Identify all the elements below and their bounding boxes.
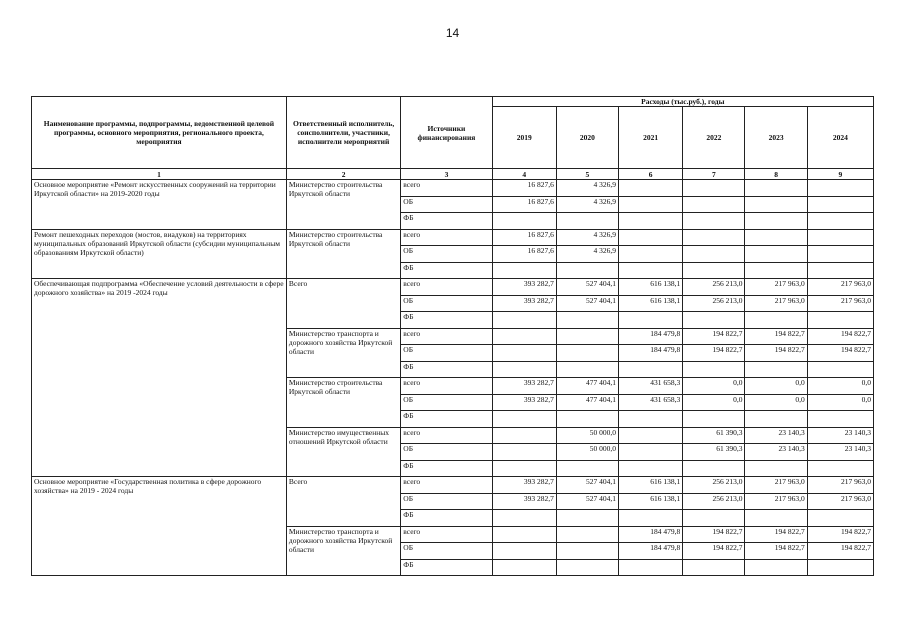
expense-value-cell: 217 963,0 (745, 477, 807, 494)
funding-source-cell: ОБ (401, 246, 492, 263)
expense-value-cell (683, 196, 745, 213)
expense-value-cell: 0,0 (683, 394, 745, 411)
column-number: 6 (619, 169, 683, 180)
table-row (32, 180, 874, 197)
executor-cell: Всего (286, 477, 400, 527)
expense-value-cell: 184 479,8 (619, 345, 683, 362)
expense-value-cell (492, 543, 556, 560)
expense-value-cell (556, 361, 618, 378)
expense-value-cell (492, 312, 556, 329)
expense-value-cell: 527 404,1 (556, 279, 618, 296)
expense-value-cell (683, 411, 745, 428)
column-number: 8 (745, 169, 807, 180)
expense-value-cell: 194 822,7 (745, 543, 807, 560)
expense-value-cell: 16 827,6 (492, 229, 556, 246)
expense-value-cell (683, 312, 745, 329)
funding-source-cell: ФБ (401, 510, 492, 527)
expense-value-cell (492, 427, 556, 444)
expense-value-cell (683, 510, 745, 527)
expense-value-cell (492, 328, 556, 345)
expense-value-cell: 527 404,1 (556, 477, 618, 494)
expense-value-cell: 527 404,1 (556, 493, 618, 510)
expense-value-cell: 0,0 (807, 394, 873, 411)
expense-value-cell: 194 822,7 (683, 345, 745, 362)
program-name-cell: Основное мероприятие «Ремонт искусственных сооружений на территории Иркутской области» на 2019-2020 годы (32, 180, 287, 230)
column-number: 4 (492, 169, 556, 180)
expense-value-cell: 0,0 (683, 378, 745, 395)
expense-value-cell (683, 229, 745, 246)
expense-value-cell: 4 326,9 (556, 196, 618, 213)
expense-value-cell (619, 361, 683, 378)
expense-value-cell (492, 262, 556, 279)
funding-source-cell: ФБ (401, 559, 492, 576)
expense-value-cell (683, 460, 745, 477)
expense-value-cell (807, 180, 873, 197)
expense-value-cell: 256 213,0 (683, 477, 745, 494)
expense-value-cell: 393 282,7 (492, 394, 556, 411)
expense-value-cell (807, 411, 873, 428)
table-row (32, 279, 874, 296)
expense-value-cell: 0,0 (807, 378, 873, 395)
expense-value-cell (492, 526, 556, 543)
funding-source-cell: всего (401, 229, 492, 246)
program-name-cell: Ремонт пешеходных переходов (мостов, виадуков) на территориях муниципальных образований Иркутской области (субсидии муниципальным образованиям Иркутской области) (32, 229, 287, 279)
expense-value-cell: 431 658,3 (619, 394, 683, 411)
header-expenses: Расходы (тыс.руб.), годы (492, 97, 873, 107)
expense-value-cell: 184 479,8 (619, 526, 683, 543)
expense-value-cell: 194 822,7 (807, 328, 873, 345)
header-year: 2022 (683, 107, 745, 169)
expense-value-cell: 431 658,3 (619, 378, 683, 395)
expense-value-cell (556, 411, 618, 428)
header-year: 2019 (492, 107, 556, 169)
expense-value-cell (745, 196, 807, 213)
expense-value-cell: 616 138,1 (619, 295, 683, 312)
expense-value-cell: 61 390,3 (683, 444, 745, 461)
expense-value-cell (619, 510, 683, 527)
expense-value-cell (807, 262, 873, 279)
expense-value-cell (556, 559, 618, 576)
expense-value-cell (745, 510, 807, 527)
expense-value-cell (619, 444, 683, 461)
expense-value-cell (683, 361, 745, 378)
expense-value-cell: 184 479,8 (619, 328, 683, 345)
expense-value-cell: 0,0 (745, 378, 807, 395)
expense-value-cell: 194 822,7 (745, 328, 807, 345)
expense-value-cell: 194 822,7 (807, 526, 873, 543)
expense-value-cell (619, 229, 683, 246)
funding-source-cell: всего (401, 378, 492, 395)
column-number: 9 (807, 169, 873, 180)
expense-value-cell (745, 411, 807, 428)
column-number: 1 (32, 169, 287, 180)
expense-value-cell (492, 444, 556, 461)
expense-value-cell (492, 361, 556, 378)
header-year: 2023 (745, 107, 807, 169)
funding-source-cell: ФБ (401, 312, 492, 329)
expense-value-cell (492, 510, 556, 527)
expense-value-cell (492, 559, 556, 576)
column-number: 7 (683, 169, 745, 180)
expense-value-cell: 194 822,7 (807, 345, 873, 362)
expense-value-cell: 16 827,6 (492, 180, 556, 197)
expense-value-cell: 184 479,8 (619, 543, 683, 560)
expense-value-cell (619, 262, 683, 279)
executor-cell: Министерство строительства Иркутской области (286, 180, 400, 230)
funding-source-cell: ФБ (401, 460, 492, 477)
expense-value-cell: 477 404,1 (556, 378, 618, 395)
expense-value-cell: 217 963,0 (807, 477, 873, 494)
expense-value-cell: 217 963,0 (745, 295, 807, 312)
column-number: 3 (401, 169, 492, 180)
budget-table (31, 96, 874, 576)
expense-value-cell: 16 827,6 (492, 246, 556, 263)
expense-value-cell (556, 328, 618, 345)
expense-value-cell: 616 138,1 (619, 477, 683, 494)
expense-value-cell (556, 510, 618, 527)
funding-source-cell: всего (401, 279, 492, 296)
expense-value-cell (556, 262, 618, 279)
header-name: Наименование программы, подпрограммы, ведомственной целевой программы, основного мероприятия, регионального проекта, мероприятия (32, 97, 287, 169)
expense-value-cell (807, 460, 873, 477)
expense-value-cell (492, 411, 556, 428)
funding-source-cell: ФБ (401, 213, 492, 230)
table-row (32, 477, 874, 494)
executor-cell: Министерство транспорта и дорожного хозяйства Иркутской области (286, 328, 400, 378)
executor-cell: Министерство строительства Иркутской области (286, 378, 400, 428)
expense-value-cell: 4 326,9 (556, 180, 618, 197)
expense-value-cell (745, 361, 807, 378)
funding-source-cell: всего (401, 427, 492, 444)
expense-value-cell: 0,0 (745, 394, 807, 411)
expense-value-cell (745, 246, 807, 263)
expense-value-cell (807, 246, 873, 263)
expense-value-cell: 217 963,0 (807, 493, 873, 510)
expense-value-cell (619, 180, 683, 197)
expense-value-cell (745, 213, 807, 230)
funding-source-cell: всего (401, 526, 492, 543)
expense-value-cell: 23 140,3 (745, 444, 807, 461)
expense-value-cell: 194 822,7 (807, 543, 873, 560)
expense-value-cell: 477 404,1 (556, 394, 618, 411)
expense-value-cell: 61 390,3 (683, 427, 745, 444)
table-row (32, 229, 874, 246)
funding-source-cell: ОБ (401, 295, 492, 312)
funding-source-cell: всего (401, 328, 492, 345)
funding-source-cell: ОБ (401, 196, 492, 213)
expense-value-cell (807, 312, 873, 329)
funding-source-cell: ОБ (401, 543, 492, 560)
expense-value-cell: 256 213,0 (683, 295, 745, 312)
expense-value-cell: 23 140,3 (745, 427, 807, 444)
funding-source-cell: ОБ (401, 444, 492, 461)
expense-value-cell (807, 229, 873, 246)
expense-value-cell: 217 963,0 (745, 493, 807, 510)
expense-value-cell: 16 827,6 (492, 196, 556, 213)
expense-value-cell: 194 822,7 (683, 526, 745, 543)
funding-source-cell: всего (401, 477, 492, 494)
funding-source-cell: ФБ (401, 361, 492, 378)
expense-value-cell: 256 213,0 (683, 493, 745, 510)
expense-value-cell (619, 213, 683, 230)
expense-value-cell: 194 822,7 (745, 526, 807, 543)
funding-source-cell: ОБ (401, 493, 492, 510)
expense-value-cell (745, 180, 807, 197)
expense-value-cell (745, 312, 807, 329)
expense-value-cell (556, 526, 618, 543)
expense-value-cell: 194 822,7 (683, 328, 745, 345)
expense-value-cell (619, 427, 683, 444)
program-name-cell: Основное мероприятие «Государственная политика в сфере дорожного хозяйства» на 2019 - 2024 годы (32, 477, 287, 576)
expense-value-cell (619, 559, 683, 576)
expense-value-cell (619, 246, 683, 263)
expense-value-cell: 23 140,3 (807, 427, 873, 444)
expense-value-cell (745, 262, 807, 279)
expense-value-cell: 23 140,3 (807, 444, 873, 461)
expense-value-cell: 194 822,7 (683, 543, 745, 560)
expense-value-cell: 217 963,0 (807, 279, 873, 296)
header-source: Источники финансирования (401, 97, 492, 169)
expense-value-cell: 217 963,0 (807, 295, 873, 312)
funding-source-cell: ОБ (401, 345, 492, 362)
funding-source-cell: всего (401, 180, 492, 197)
expense-value-cell: 194 822,7 (745, 345, 807, 362)
column-number: 2 (286, 169, 400, 180)
expense-value-cell: 393 282,7 (492, 279, 556, 296)
expense-value-cell (745, 229, 807, 246)
expense-value-cell (492, 345, 556, 362)
expense-value-cell (556, 543, 618, 560)
header-year: 2024 (807, 107, 873, 169)
expense-value-cell (683, 246, 745, 263)
expense-value-cell (619, 460, 683, 477)
column-number: 5 (556, 169, 618, 180)
page-number: 14 (445, 26, 460, 40)
header-year: 2020 (556, 107, 618, 169)
expense-value-cell (807, 196, 873, 213)
expense-value-cell (619, 411, 683, 428)
expense-value-cell: 616 138,1 (619, 493, 683, 510)
expense-value-cell: 50 000,0 (556, 427, 618, 444)
funding-source-cell: ОБ (401, 394, 492, 411)
expense-value-cell (556, 312, 618, 329)
expense-value-cell (807, 213, 873, 230)
expense-value-cell (556, 460, 618, 477)
expense-value-cell: 256 213,0 (683, 279, 745, 296)
expense-value-cell (745, 460, 807, 477)
program-name-cell: Обеспечивающая подпрограмма «Обеспечение условий деятельности в сфере дорожного хозяйства» на 2019 -2024 годы (32, 279, 287, 477)
expense-value-cell: 4 326,9 (556, 246, 618, 263)
expense-value-cell (556, 213, 618, 230)
executor-cell: Министерство строительства Иркутской области (286, 229, 400, 279)
expense-value-cell: 393 282,7 (492, 493, 556, 510)
executor-cell: Министерство транспорта и дорожного хозяйства Иркутской области (286, 526, 400, 576)
expense-value-cell (807, 510, 873, 527)
expense-value-cell: 217 963,0 (745, 279, 807, 296)
header-responsible: Ответственный исполнитель, соисполнители, участники, исполнители мероприятий (286, 97, 400, 169)
expense-value-cell: 393 282,7 (492, 477, 556, 494)
executor-cell: Всего (286, 279, 400, 329)
expense-value-cell (807, 559, 873, 576)
expense-value-cell (683, 559, 745, 576)
expense-value-cell (745, 559, 807, 576)
executor-cell: Министерство имущественных отношений Иркутской области (286, 427, 400, 477)
expense-value-cell: 50 000,0 (556, 444, 618, 461)
funding-source-cell: ФБ (401, 411, 492, 428)
expense-value-cell (556, 345, 618, 362)
expense-value-cell: 4 326,9 (556, 229, 618, 246)
expense-value-cell (683, 213, 745, 230)
expense-value-cell: 527 404,1 (556, 295, 618, 312)
expense-value-cell (683, 262, 745, 279)
expense-value-cell (619, 196, 683, 213)
expense-value-cell: 616 138,1 (619, 279, 683, 296)
funding-source-cell: ФБ (401, 262, 492, 279)
expense-value-cell (807, 361, 873, 378)
expense-value-cell (492, 213, 556, 230)
expense-value-cell (492, 460, 556, 477)
expense-value-cell: 393 282,7 (492, 378, 556, 395)
expense-value-cell (683, 180, 745, 197)
header-year: 2021 (619, 107, 683, 169)
expense-value-cell (619, 312, 683, 329)
expense-value-cell: 393 282,7 (492, 295, 556, 312)
